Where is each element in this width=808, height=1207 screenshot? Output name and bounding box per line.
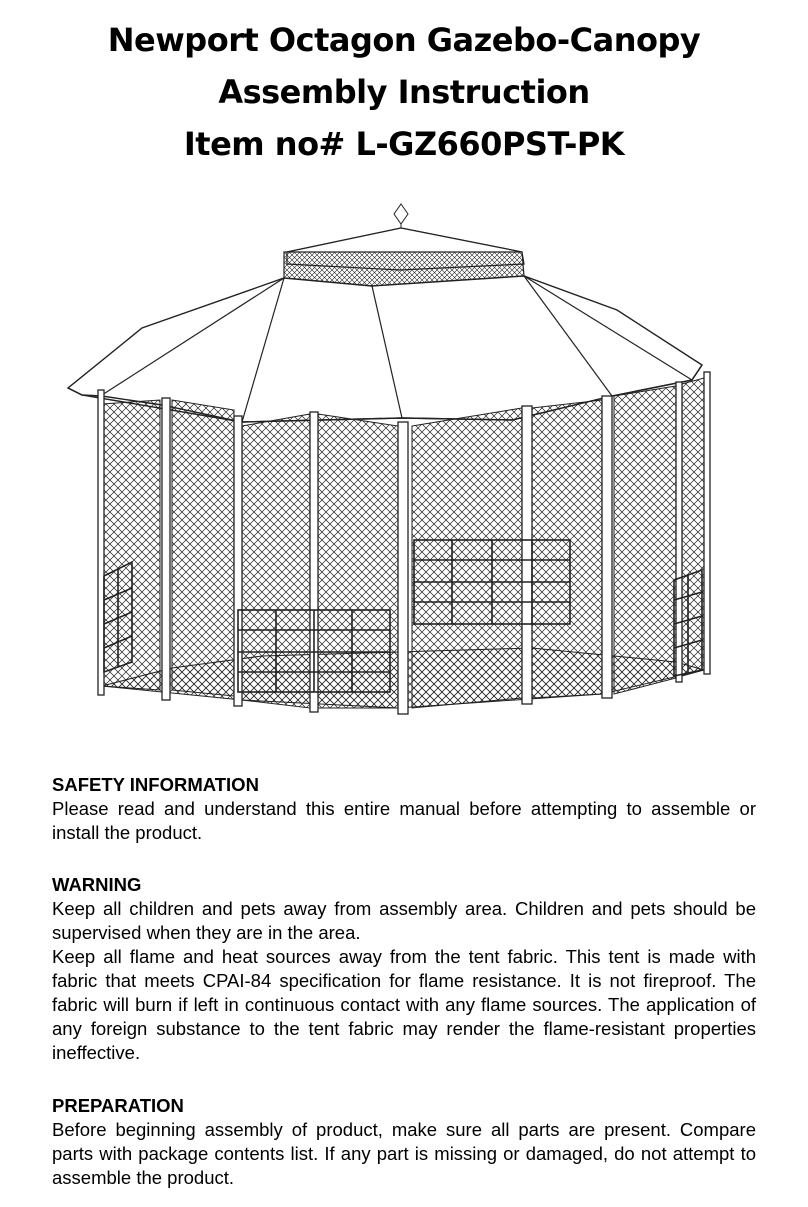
title-line-item-number: Item no# L-GZ660PST-PK (183, 125, 625, 163)
safety-heading: SAFETY INFORMATION (52, 774, 259, 795)
preparation-section (52, 1094, 756, 1190)
title-line-assembly: Assembly Instruction (218, 73, 590, 111)
gazebo-line-drawing-icon (62, 200, 722, 720)
preparation-heading: PREPARATION (52, 1095, 184, 1116)
title-line-product: Newport Octagon Gazebo-Canopy (107, 21, 701, 59)
warning-text-flame: Keep all flame and heat sources away from the tent fabric. This tent is made with fabric that meets CPAI-84 specification for flame resistance. It is not fireproof. The fabric will burn if left in continuous contact with any flame sources. The application of any foreign substance to the tent fabric may render the flame-resistant properties ineffective. (52, 946, 756, 1063)
preparation-text: Before beginning assembly of product, make sure all parts are present. Compare parts with package contents list. If any part is missing or damaged, do not attempt to assemble the product. (52, 1119, 756, 1188)
warning-text-children: Keep all children and pets away from assembly area. Children and pets should be supervised when they are in the area. (52, 898, 756, 943)
safety-text: Please read and understand this entire manual before attempting to assemble or install the product. (52, 798, 756, 843)
document-title (0, 14, 808, 170)
warning-heading: WARNING (52, 874, 142, 895)
safety-section (52, 773, 756, 845)
warning-section (52, 873, 756, 1065)
